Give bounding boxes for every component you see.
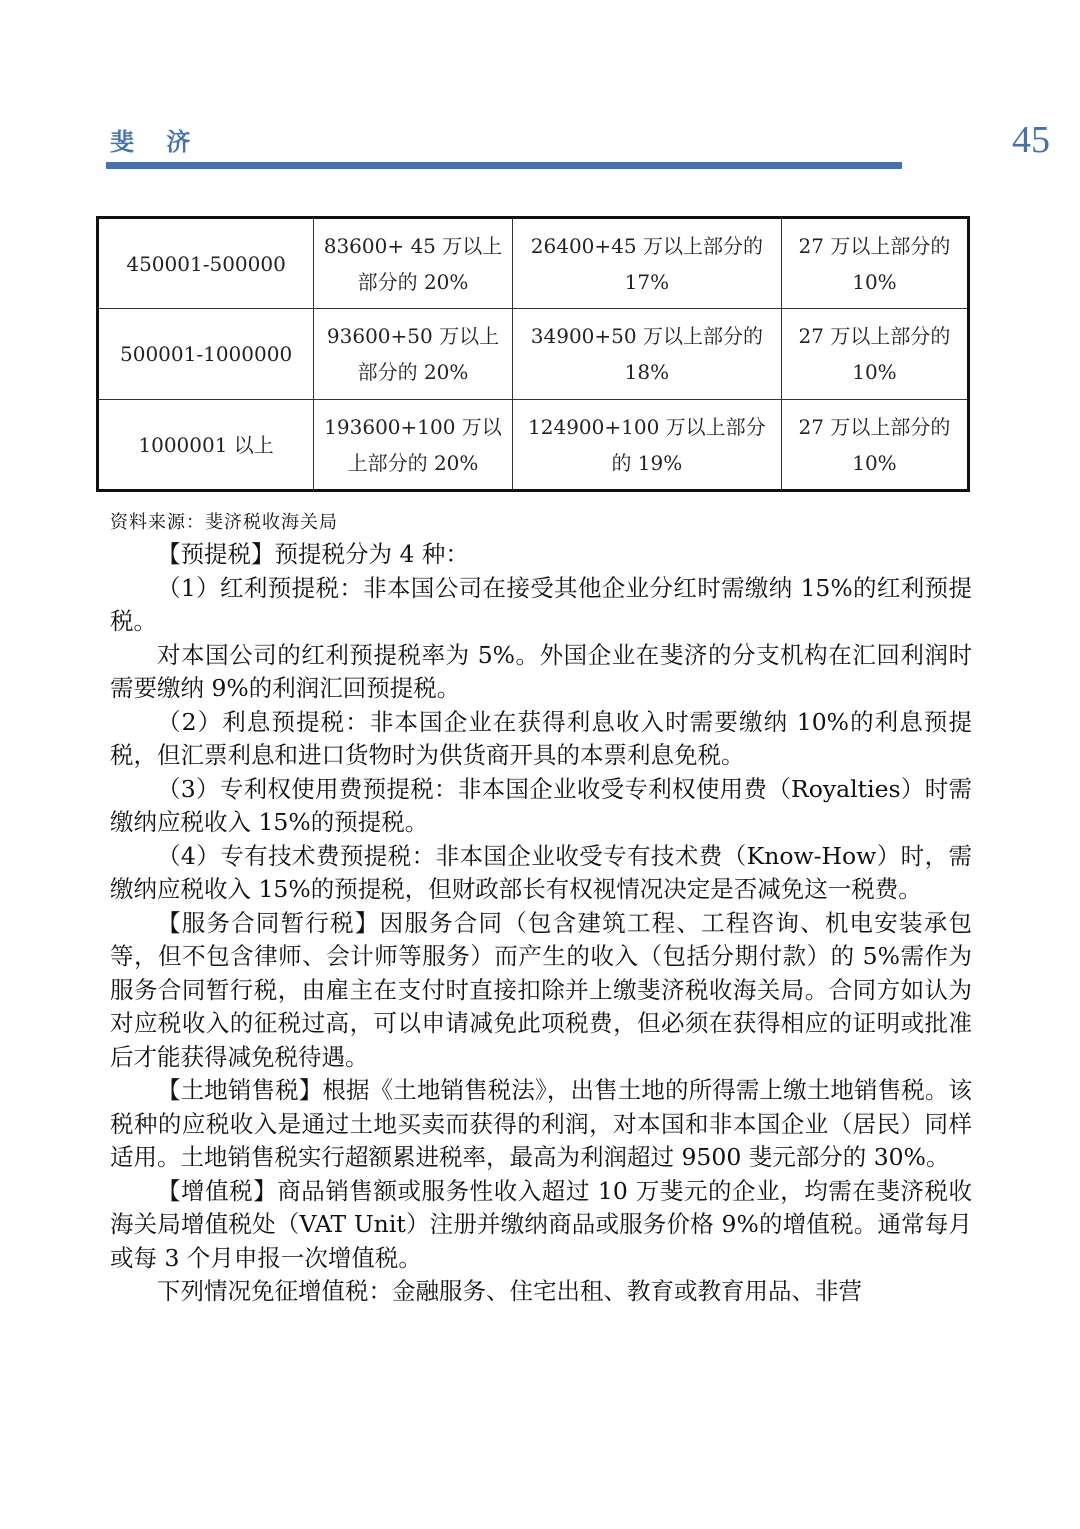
- table-cell: 83600+ 45 万以上部分的 20%: [314, 218, 513, 309]
- table-cell: 26400+45 万以上部分的 17%: [512, 218, 781, 309]
- table-cell: 27 万以上部分的 10%: [781, 400, 968, 491]
- table-row: [98, 400, 969, 491]
- table-cell: 27 万以上部分的 10%: [781, 309, 968, 400]
- table-cell: 193600+100 万以上部分的 20%: [314, 400, 513, 491]
- table-cell: 1000001 以上: [98, 400, 314, 491]
- header-rule: [106, 162, 902, 169]
- body-text: [110, 538, 972, 1309]
- paragraph: （1）红利预提税：非本国公司在接受其他企业分红时需缴纳 15%的红利预提税。: [110, 573, 972, 635]
- paragraph: 【增值税】商品销售额或服务性收入超过 10 万斐元的企业，均需在斐济税收海关局增值税处（VAT Unit）注册并缴纳商品或服务价格 9%的增值税。通常每月或每 3 个月申报一次增值税。: [110, 1176, 972, 1272]
- tax-rate-table: [96, 216, 970, 492]
- paragraph: 【土地销售税】根据《土地销售税法》，出售土地的所得需上缴土地销售税。该税种的应税收入是通过土地买卖而获得的利润，对本国和非本国企业（居民）同样适用。土地销售税实行超额累进税率，最高为利润超过 9500 斐元部分的 30%。: [110, 1076, 972, 1171]
- paragraph: （2）利息预提税：非本国企业在获得利息收入时需要缴纳 10%的利息预提税，但汇票利息和进口货物时为供货商开具的本票利息免税。: [110, 707, 972, 769]
- paragraph: 【预提税】预提税分为 4 种：: [157, 540, 469, 568]
- paragraph: 下列情况免征增值税：金融服务、住宅出租、教育或教育用品、非营: [157, 1277, 862, 1305]
- table-row: [98, 218, 969, 309]
- table-cell: 34900+50 万以上部分的 18%: [512, 309, 781, 400]
- table-cell: 27 万以上部分的 10%: [781, 218, 968, 309]
- paragraph: （3）专利权使用费预提税：非本国企业收受专利权使用费（Royalties）时需缴纳应税收入 15%的预提税。: [110, 774, 972, 836]
- table-cell: 500001-1000000: [98, 309, 314, 400]
- table-row: [98, 309, 969, 400]
- paragraph: 【服务合同暂行税】因服务合同（包含建筑工程、工程咨询、机电安装承包等，但不包含律师、会计师等服务）而产生的收入（包括分期付款）的 5%需作为服务合同暂行税，由雇主在支付时直接扣除并上缴斐济税收海关局。合同方如认为对应税收入的征税过高，可以申请减免此项税费，但必须在获得相应的证明或批准后才能获得减免税待遇。: [110, 908, 972, 1071]
- table-cell: 124900+100 万以上部分的 19%: [512, 400, 781, 491]
- paragraph: 对本国公司的红利预提税率为 5%。外国企业在斐济的分支机构在汇回利润时需要缴纳 9%的利润汇回预提税。: [110, 640, 972, 702]
- source-note: 资料来源：斐济税收海关局: [110, 512, 338, 533]
- table-cell: 450001-500000: [98, 218, 314, 309]
- section-title: 斐 济: [110, 128, 203, 156]
- paragraph: （4）专有技术费预提税：非本国企业收受专有技术费（Know-How）时，需缴纳应税收入 15%的预提税，但财政部长有权视情况决定是否减免这一税费。: [110, 841, 972, 903]
- table-cell: 93600+50 万以上部分的 20%: [314, 309, 513, 400]
- page-number: 45: [1012, 119, 1050, 161]
